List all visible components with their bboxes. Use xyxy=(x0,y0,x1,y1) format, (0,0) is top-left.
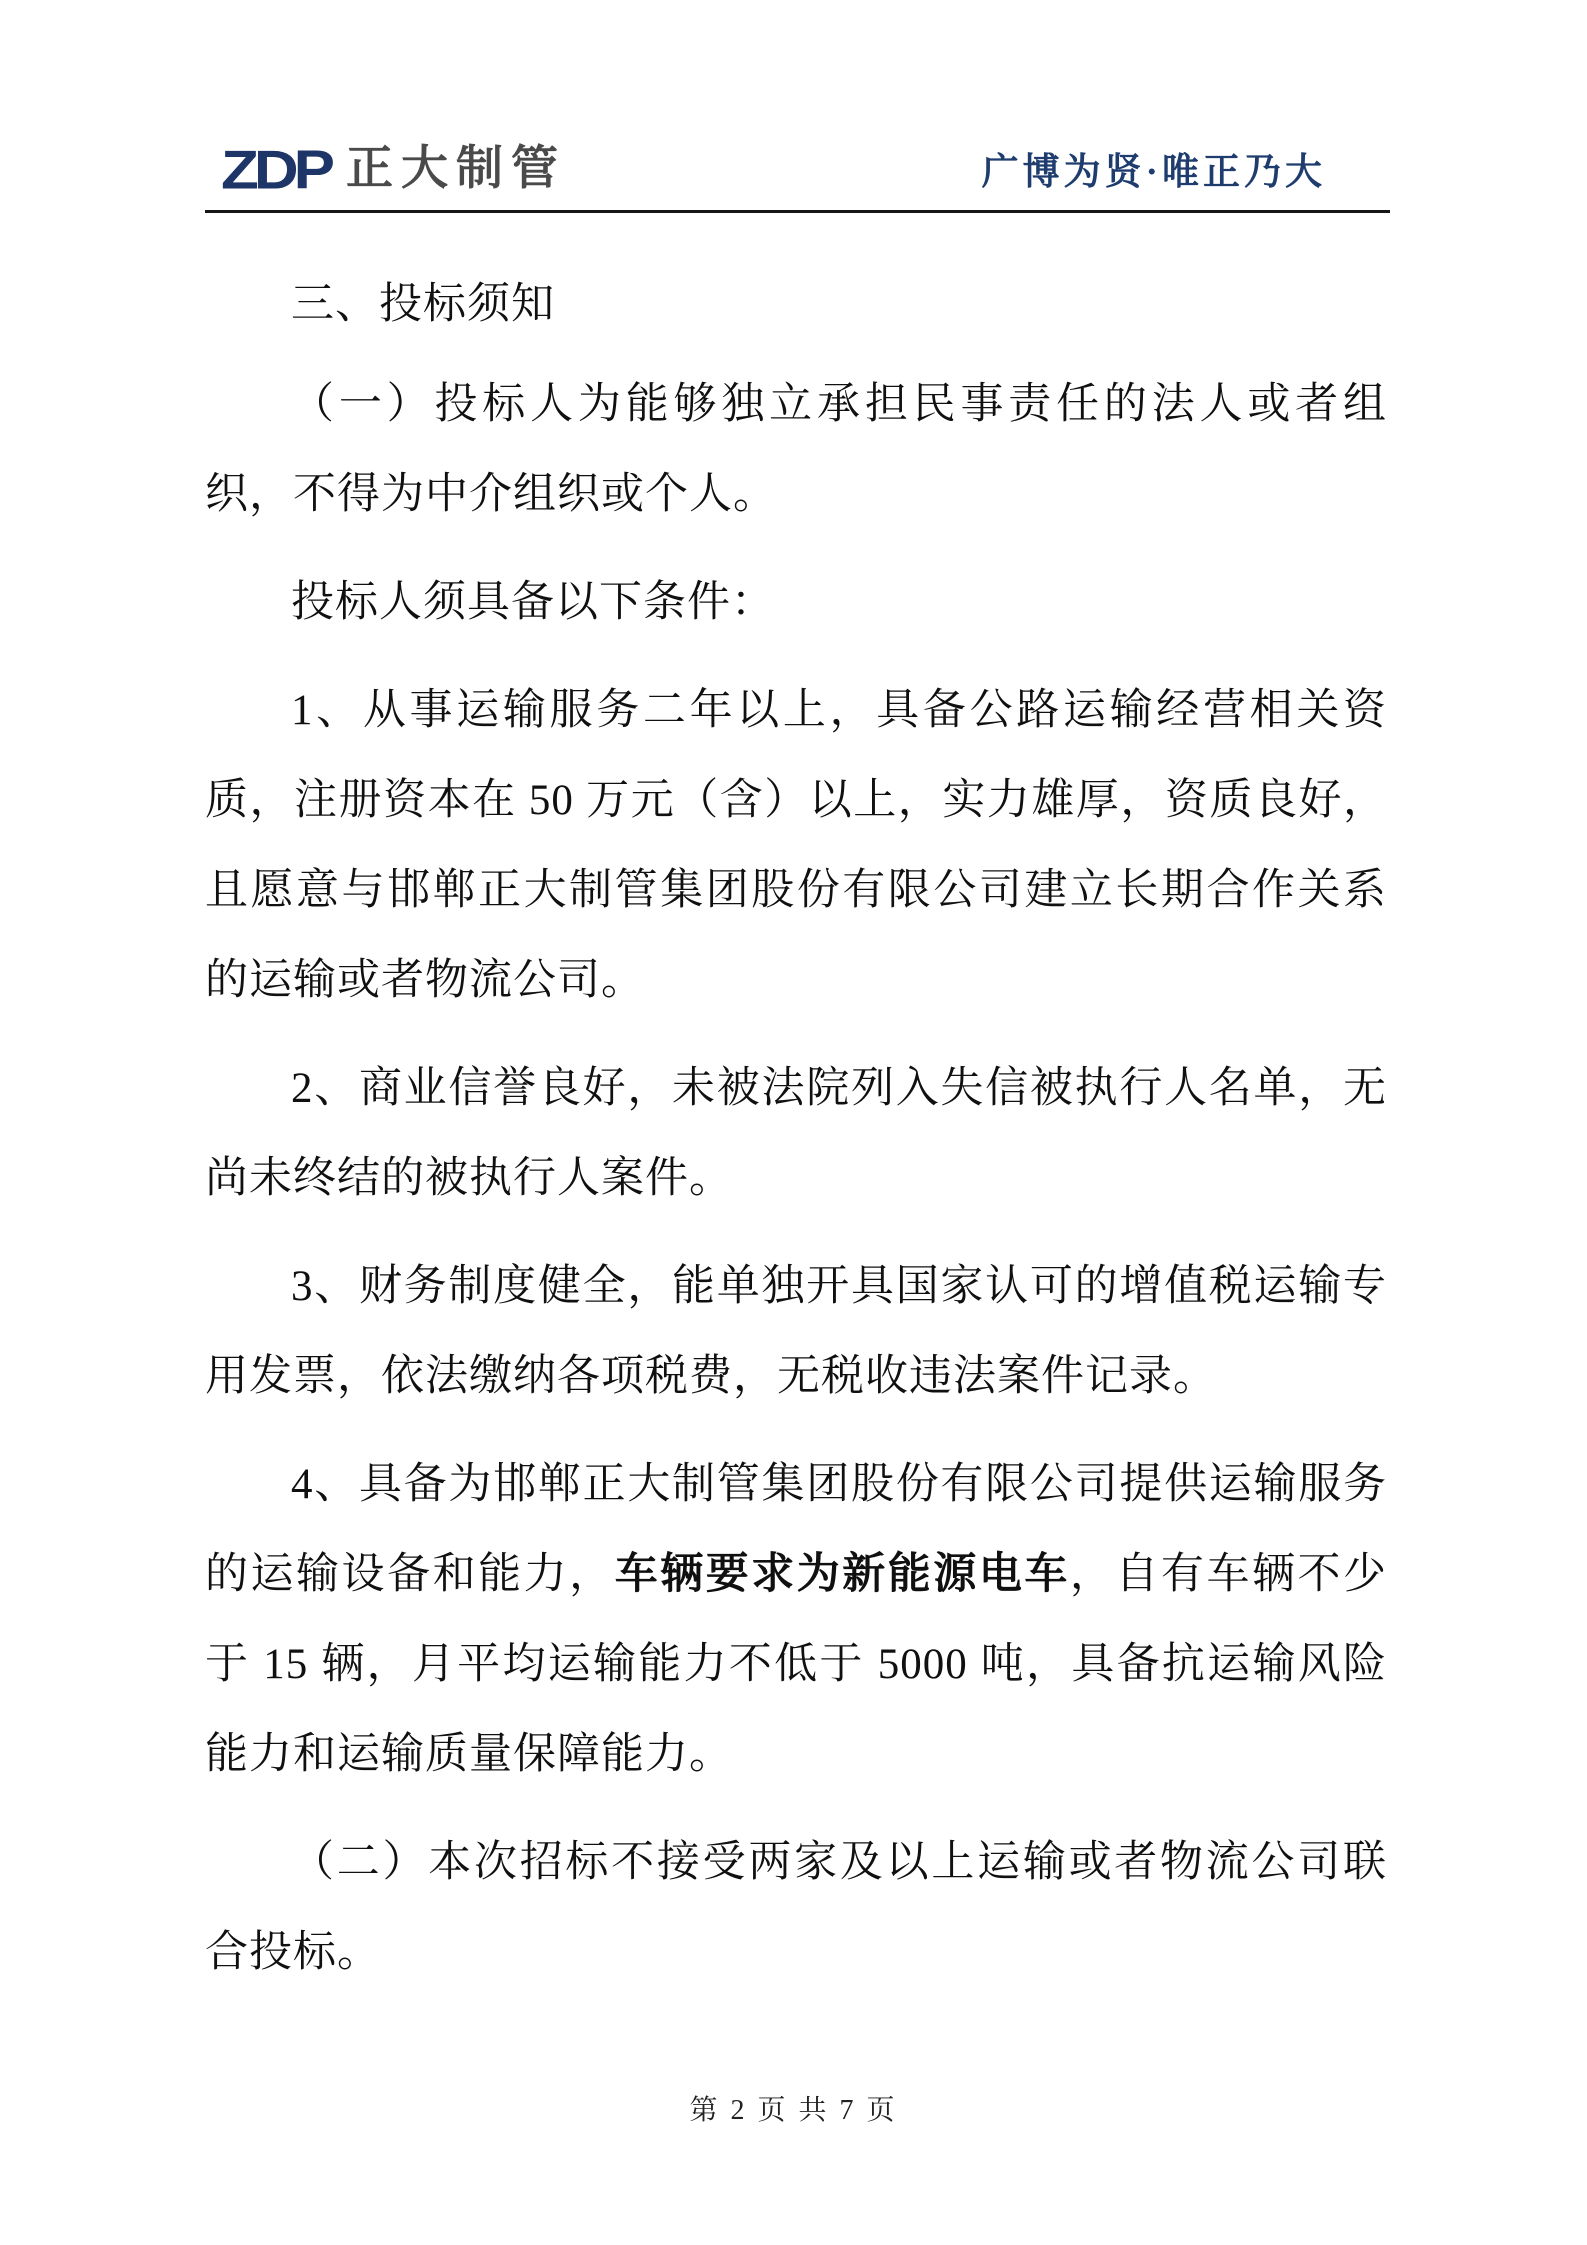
company-tagline: 广博为贤·唯正乃大 xyxy=(981,152,1326,194)
paragraph-clause-2: （二）本次招标不接受两家及以上运输或者物流公司联合投标。 xyxy=(205,1839,1387,1976)
paragraph-clause-1: （一）投标人为能够独立承担民事责任的法人或者组织，不得为中介组织或个人。 xyxy=(205,381,1387,518)
paragraph-condition-4 xyxy=(205,1440,1387,1800)
paragraph-condition-3: 3、财务制度健全，能单独开具国家认可的增值税运输专用发票，依法缴纳各项税费，无税收违法案件记录。 xyxy=(205,1263,1387,1400)
paragraph-condition-1: 1、从事运输服务二年以上，具备公路运输经营相关资质，注册资本在 50 万元（含）以上，实力雄厚，资质良好，且愿意与邯郸正大制管集团股份有限公司建立长期合作关系的运输或者物流公司。 xyxy=(205,687,1387,1004)
document-body xyxy=(205,208,1387,2016)
paragraph-condition-2: 2、商业信誉良好，未被法院列入失信被执行人名单，无尚未终结的被执行人案件。 xyxy=(205,1065,1387,1202)
paragraph-conditions-intro: 投标人须具备以下条件： xyxy=(291,579,775,626)
logo-zdp-mark: ZDP xyxy=(221,139,330,201)
company-logo xyxy=(221,136,566,201)
condition-4-tail: ，自有车辆不少于 15 辆，月平均运输能力不低于 5000 吨，具备抗运输风险能力和运输质量保障能力。 xyxy=(205,1551,1388,1778)
section-title: 三、投标须知 xyxy=(291,281,555,328)
condition-4-lead: 4、具备为邯郸正大制管集团股份有限公司提供运输服务的运输设备和能力， xyxy=(205,1461,1387,1598)
header-row xyxy=(205,136,1390,210)
page-footer xyxy=(0,2088,1587,2128)
page-header xyxy=(205,0,1390,213)
page-number-indicator: 第 2 页 共 7 页 xyxy=(689,2095,898,2126)
logo-company-name: 正大制管 xyxy=(346,140,566,194)
condition-4-bold-requirement: 车辆要求为新能源电车 xyxy=(614,1551,1070,1598)
